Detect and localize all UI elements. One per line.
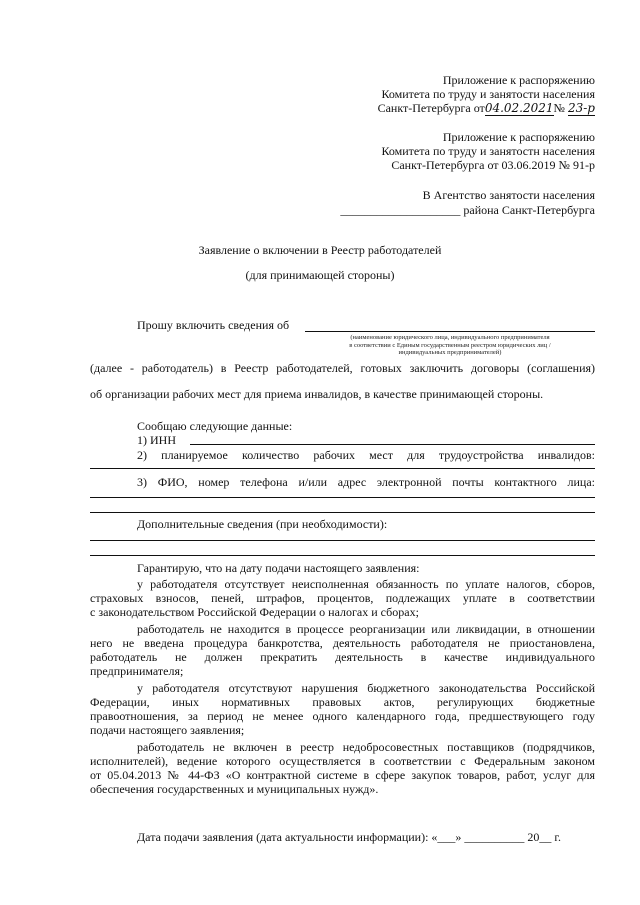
data-intro: Сообщаю следующие данные:: [137, 419, 293, 433]
guarantee-p3: Федерации, иных нормативных правовых актов, регулирующих бюджетные: [90, 695, 595, 709]
submission-date-line: Дата подачи заявления (дата актуальности информации): «___» __________ 20__ г.: [137, 830, 561, 844]
guarantee-p3: правоотношения, за период не менее одного календарного года, предшествующего году: [90, 709, 595, 723]
addressee-line: В Агентство занятости населения: [422, 188, 595, 202]
inn-field[interactable]: [190, 444, 595, 445]
planned-jobs-label: 2) планируемое количество рабочих мест для трудоустройства инвалидов:: [137, 448, 595, 462]
guarantee-p4: от 05.04.2013 № 44-ФЗ «О контрактной системе в сфере закупок товаров, работ, услуг для: [90, 768, 595, 782]
guarantee-p4: работодатель не включен в реестр недобросовестных поставщиков (подрядчиков,: [137, 740, 595, 754]
request-label: Прошу включить сведения об: [137, 318, 290, 332]
appendix-header-line-2: Приложение к распоряжению: [442, 130, 595, 144]
guarantee-p4: исполнителей), ведение которого осуществляется в соответствии с Федеральным законом: [90, 754, 595, 768]
additional-field-2[interactable]: [90, 555, 595, 556]
district-line: [340, 203, 595, 217]
committee-header-line-2: Комитета по труду и занятостн населения: [381, 144, 595, 158]
contact-field-1[interactable]: [90, 497, 595, 498]
appendix-header-line: Приложение к распоряжению: [442, 73, 595, 87]
contact-field-2[interactable]: [90, 512, 595, 513]
guarantee-p3: подачи настоящего заявления;: [90, 723, 245, 737]
guarantee-p4: обеспечения государственных и муниципальных нужд».: [90, 782, 379, 796]
additional-info-label: Дополнительные сведения (при необходимости):: [137, 517, 388, 531]
inn-label: 1) ИНН: [137, 433, 176, 447]
handwritten-number: 23-р: [567, 101, 595, 115]
planned-jobs-field[interactable]: [90, 468, 595, 469]
caption-line: в соответствии с Единым государственным реестром юридических лиц /: [349, 341, 551, 349]
order-date-line: Санкт-Петербурга от 03.06.2019 № 91-р: [391, 158, 595, 172]
guarantee-p2: предпринимателя;: [90, 664, 184, 678]
district-suffix: района Санкт-Петербурга: [463, 203, 595, 217]
guarantee-p1: с законодательством Российской Федерации о налогах и сборах;: [90, 605, 419, 619]
guarantee-p2: работодатель не находится в процессе реорганизации или ликвидации, в отношении: [137, 622, 595, 636]
guarantee-p2: него не введена процедура банкротства, деятельность работодателя не приостановлена,: [90, 636, 595, 650]
request-continuation-2: об организации рабочих мест для приема инвалидов, в качестве принимающей стороны.: [90, 387, 544, 401]
request-continuation: (далее - работодатель) в Реестр работодателей, готовых заключить договоры (соглашения): [90, 361, 595, 375]
caption-line: индивидуальных предпринимателей): [398, 349, 502, 356]
contact-label: 3) ФИО, номер телефона и/или адрес электронной почты контактного лица:: [137, 475, 595, 489]
number-sign: №: [553, 101, 565, 115]
document-subtitle: (для принимающей стороны): [245, 268, 395, 282]
company-name-field[interactable]: [305, 331, 595, 332]
guarantee-p3: у работодателя отсутствуют нарушения бюджетного законодательства Российской: [137, 681, 595, 695]
guarantee-p1: у работодателя отсутствует неисполненная обязанность по уплате налогов, сборов,: [137, 577, 595, 591]
guarantee-p1: страховых взносов, пеней, штрафов, процентов, подлежащих уплате в соответствии: [90, 591, 595, 605]
appendix-date-line: [378, 101, 595, 115]
additional-field-1[interactable]: [90, 540, 595, 541]
field-caption: [300, 334, 600, 357]
guarantee-intro: Гарантирую, что на дату подачи настоящего заявления:: [137, 561, 420, 575]
guarantee-p2: работодатель не должен прекратить деятельность в качестве индивидуального: [90, 650, 595, 664]
district-blank: ____________________: [340, 203, 461, 217]
committee-header-line: Комитета по труду и занятости населения: [381, 87, 595, 101]
caption-line: (наименование юридического лица, индивидуального предпринимателя: [350, 334, 550, 341]
city-date-prefix: Санкт-Петербурга от: [377, 101, 485, 115]
document-title: Заявление о включении в Реестр работодателей: [198, 243, 442, 257]
handwritten-date: 04.02.2021: [484, 101, 554, 115]
